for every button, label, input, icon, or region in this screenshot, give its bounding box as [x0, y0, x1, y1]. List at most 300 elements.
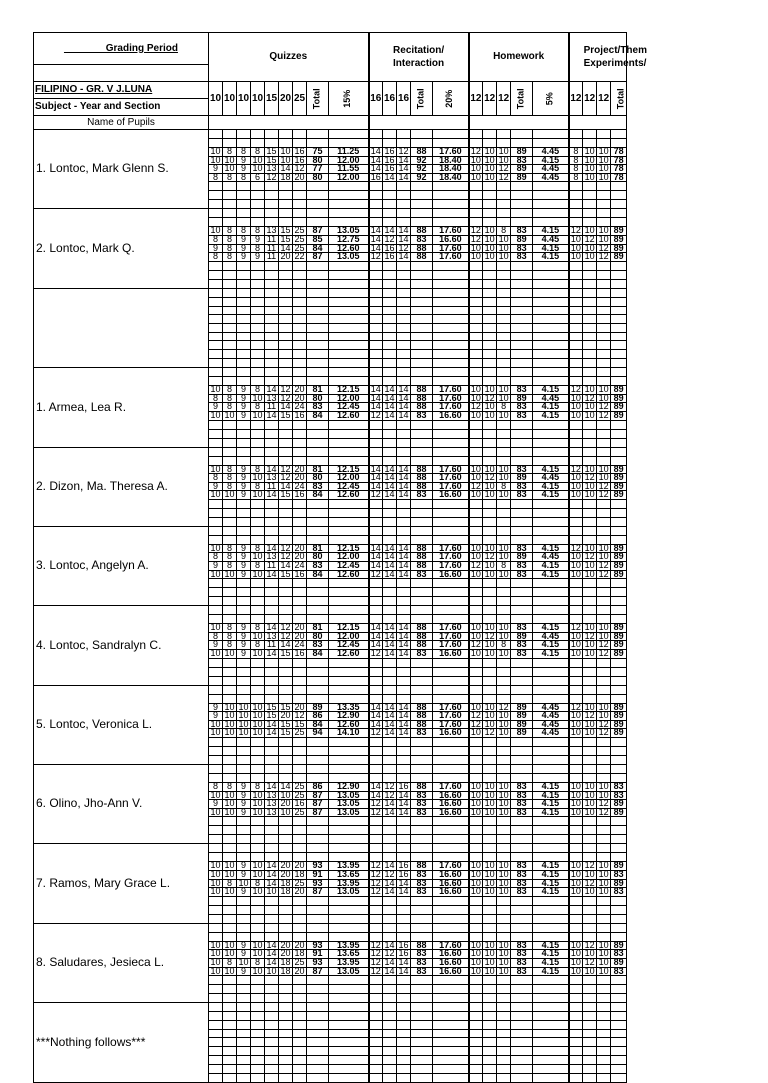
cell-quiz-3	[237, 315, 251, 324]
cell-hw-1	[469, 1029, 483, 1038]
cell-hw-pct: 4.15	[533, 958, 569, 967]
cell-hw-3: 10	[498, 551, 509, 562]
cell-quiz-2: 10	[224, 789, 235, 800]
spacer-cell	[511, 209, 533, 218]
cell-quiz-3: 9	[237, 783, 251, 792]
spacer-cell	[569, 191, 583, 200]
spacer-cell	[237, 1003, 251, 1012]
spacer-cell	[483, 667, 497, 676]
spacer-cell	[209, 747, 223, 756]
cell-proj-2: 10	[584, 409, 595, 420]
cell-rec-pct: 17.60	[433, 553, 469, 562]
cell-quiz-5: 15	[266, 146, 277, 156]
spacer-cell	[433, 209, 469, 218]
spacer-cell	[223, 200, 237, 209]
cell-quiz-3: 9	[237, 165, 251, 174]
spacer-cell	[293, 844, 307, 853]
spacer-cell	[497, 1073, 511, 1082]
cell-rec-1: 14	[369, 783, 383, 792]
cell-proj-3: 10	[598, 154, 609, 165]
cell-quiz-3	[237, 323, 251, 332]
cell-quiz-3: 9	[237, 808, 251, 817]
cell-proj-3	[597, 1021, 611, 1030]
cell-quiz-3: 9	[237, 967, 251, 976]
cell-quiz-3: 9	[237, 800, 251, 809]
spacer-cell	[533, 994, 569, 1003]
spacer-cell	[433, 747, 469, 756]
cell-hw-total: 83	[511, 862, 533, 871]
cell-hw-1	[469, 315, 483, 324]
cell-quiz-total: 84	[307, 411, 329, 420]
cell-rec-total	[411, 332, 433, 341]
cell-hw-3: 10	[498, 463, 509, 474]
spacer-cell	[329, 896, 369, 905]
cell-hw-pct: 4.45	[533, 712, 569, 721]
spacer-cell	[597, 261, 611, 270]
spacer-cell	[209, 985, 223, 994]
cell-quiz-1: 8	[209, 783, 223, 792]
spacer-cell	[223, 597, 237, 606]
cell-quiz-1: 10	[210, 154, 221, 165]
cell-quiz-7: 20	[294, 939, 305, 950]
cell-quiz-2: 8	[223, 482, 237, 491]
cell-quiz-1: 10	[210, 409, 221, 420]
spacer-cell	[383, 1055, 397, 1064]
spacer-cell	[293, 270, 307, 279]
cell-quiz-5: 11	[265, 403, 279, 412]
spacer-cell	[597, 499, 611, 508]
cell-quiz-4	[251, 315, 265, 324]
spacer-cell	[329, 438, 369, 447]
spacer-cell	[397, 130, 411, 139]
spacer-cell	[237, 1055, 251, 1064]
cell-quiz-5: 14	[266, 781, 277, 791]
cell-proj-total: 89	[611, 712, 627, 721]
spacer-cell	[237, 738, 251, 747]
spacer-cell	[265, 191, 279, 200]
spacer-cell	[511, 923, 533, 932]
spacer-cell	[329, 738, 369, 747]
spacer-cell	[583, 270, 597, 279]
spacer-cell	[583, 844, 597, 853]
cell-rec-2	[383, 1029, 397, 1038]
cell-rec-1: 16	[369, 173, 383, 182]
spacer-cell	[369, 1073, 383, 1082]
cell-hw-3: 12	[498, 171, 509, 182]
cell-quiz-6: 15	[280, 489, 291, 500]
spacer-cell	[469, 765, 483, 774]
spacer-cell	[293, 350, 307, 359]
cell-quiz-total: 84	[307, 720, 329, 729]
spacer-cell	[469, 517, 483, 526]
spacer-cell	[611, 359, 627, 368]
cell-hw-1: 10	[469, 808, 483, 817]
cell-quiz-total: 85	[307, 235, 329, 244]
pupil-block	[34, 606, 627, 615]
cell-hw-3: 10	[498, 568, 509, 579]
cell-proj-2: 10	[584, 568, 595, 579]
cell-quiz-2: 10	[224, 806, 235, 817]
cell-quiz-total: 87	[307, 800, 329, 809]
spacer-cell	[209, 685, 223, 694]
cell-proj-total: 89	[611, 403, 627, 412]
spacer-cell	[483, 438, 497, 447]
spacer-cell	[383, 447, 397, 456]
cell-proj-2: 10	[584, 154, 595, 165]
cell-rec-3: 14	[398, 806, 409, 817]
cell-rec-2: 12	[384, 868, 395, 879]
cell-proj-2: 10	[584, 701, 595, 712]
spacer-cell	[597, 429, 611, 438]
cell-quiz-3: 8	[237, 148, 251, 157]
cell-rec-pct: 16.60	[433, 570, 469, 579]
spacer-cell	[533, 685, 569, 694]
cell-quiz-6: 12	[280, 384, 291, 395]
spacer-cell	[383, 209, 397, 218]
cell-hw-2: 10	[484, 489, 495, 500]
spacer-cell	[265, 447, 279, 456]
cell-quiz-6: 15	[280, 233, 291, 244]
cell-quiz-6: 12	[280, 551, 291, 562]
cell-proj-total: 83	[611, 870, 627, 879]
spacer-cell	[293, 191, 307, 200]
cell-hw-total: 83	[511, 227, 533, 236]
cell-rec-pct: 18.40	[433, 165, 469, 174]
cell-quiz-1: 9	[209, 641, 223, 650]
spacer-cell	[209, 835, 223, 844]
spacer-cell	[611, 667, 627, 676]
spacer-cell	[237, 817, 251, 826]
cell-rec-pct: 17.60	[433, 403, 469, 412]
cell-rec-1	[369, 1029, 383, 1038]
cell-hw-1: 10	[469, 879, 483, 888]
cell-hw-pct: 4.45	[533, 235, 569, 244]
cell-rec-total	[411, 323, 433, 332]
spacer-cell	[433, 182, 469, 191]
spacer-cell	[369, 1012, 383, 1021]
cell-quiz-2: 10	[224, 648, 235, 659]
cell-hw-1: 10	[469, 173, 483, 182]
spacer-cell	[293, 508, 307, 517]
cell-quiz-pct	[329, 332, 369, 341]
cell-rec-1: 14	[369, 394, 383, 403]
cell-quiz-pct: 14.10	[329, 729, 369, 738]
cell-proj-1: 8	[569, 173, 583, 182]
cell-rec-3: 14	[398, 392, 409, 403]
spacer-cell	[307, 200, 329, 209]
spacer-cell	[237, 447, 251, 456]
cell-quiz-7: 20	[294, 384, 305, 395]
spacer-cell	[469, 817, 483, 826]
cell-rec-2: 14	[384, 542, 395, 553]
cell-proj-2	[583, 1046, 597, 1055]
cell-rec-pct	[433, 1046, 469, 1055]
spacer-cell	[369, 526, 383, 535]
spacer-cell	[223, 976, 237, 985]
spacer-cell	[411, 658, 433, 667]
cell-quiz-1	[209, 306, 223, 315]
cell-proj-total	[611, 1021, 627, 1030]
spacer-cell	[383, 756, 397, 765]
spacer-cell	[411, 835, 433, 844]
spacer-cell	[307, 368, 329, 377]
cell-proj-3: 10	[598, 630, 609, 641]
spacer-cell	[611, 200, 627, 209]
spacer-cell	[483, 359, 497, 368]
spacer-cell	[411, 914, 433, 923]
cell-quiz-4: 10	[252, 392, 263, 403]
spacer-cell	[329, 1073, 369, 1082]
spacer-cell	[583, 685, 597, 694]
spacer-cell	[307, 597, 329, 606]
spacer-cell	[497, 923, 511, 932]
spacer-cell	[611, 130, 627, 139]
cell-quiz-3	[237, 1021, 251, 1030]
spacer-cell	[369, 994, 383, 1003]
cell-proj-1: 10	[569, 235, 583, 244]
spacer-cell	[511, 499, 533, 508]
cell-hw-3: 10	[498, 727, 509, 738]
pupil-block	[34, 685, 627, 694]
spacer-cell	[251, 1003, 265, 1012]
spacer-cell	[223, 1003, 237, 1012]
spacer-cell	[237, 658, 251, 667]
cell-rec-3: 14	[398, 710, 409, 721]
cell-quiz-7: 20	[294, 860, 305, 871]
spacer-cell	[411, 756, 433, 765]
hdr-gap-p	[569, 116, 627, 130]
cell-proj-2: 10	[584, 242, 595, 253]
spacer-cell	[397, 826, 411, 835]
spacer-cell	[223, 844, 237, 853]
spacer-cell	[265, 1012, 279, 1021]
cell-hw-1: 10	[469, 394, 483, 403]
cell-quiz-6	[279, 315, 293, 324]
spacer-cell	[411, 1003, 433, 1012]
cell-quiz-total	[307, 1038, 329, 1047]
cell-quiz-6: 20	[280, 939, 291, 950]
cell-rec-total: 92	[411, 156, 433, 165]
subject-year-section: Subject - Year and Section	[34, 99, 209, 116]
cell-hw-3: 10	[498, 233, 509, 244]
spacer-cell	[307, 526, 329, 535]
spacer-cell	[251, 606, 265, 615]
cell-rec-pct: 17.60	[433, 244, 469, 253]
cell-rec-pct: 18.40	[433, 156, 469, 165]
cell-hw-total: 83	[511, 244, 533, 253]
cell-hw-total	[511, 332, 533, 341]
spacer-cell	[307, 270, 329, 279]
cell-rec-3	[397, 1029, 411, 1038]
spacer-cell	[511, 420, 533, 429]
cell-quiz-6	[279, 1038, 293, 1047]
spacer-cell	[223, 1055, 237, 1064]
cell-quiz-6	[279, 1046, 293, 1055]
cell-quiz-total: 81	[307, 544, 329, 553]
cell-hw-1: 10	[469, 544, 483, 553]
cell-proj-total: 89	[611, 941, 627, 950]
spacer-cell	[597, 447, 611, 456]
spacer-cell	[223, 526, 237, 535]
cell-quiz-2	[223, 332, 237, 341]
spacer-cell	[569, 685, 583, 694]
spacer-cell	[329, 588, 369, 597]
cell-quiz-7: 24	[294, 401, 305, 412]
spacer-cell	[329, 526, 369, 535]
spacer-cell	[533, 368, 569, 377]
spacer-cell	[569, 261, 583, 270]
cell-rec-pct	[433, 1038, 469, 1047]
spacer-cell	[329, 976, 369, 985]
spacer-cell	[265, 597, 279, 606]
cell-quiz-7: 25	[294, 225, 305, 236]
spacer-cell	[209, 738, 223, 747]
spacer-cell	[597, 297, 611, 306]
spacer-cell	[497, 350, 511, 359]
spacer-cell	[569, 130, 583, 139]
spacer-cell	[497, 508, 511, 517]
cell-quiz-pct: 12.15	[329, 624, 369, 633]
spacer-cell	[329, 341, 369, 350]
spacer-cell	[583, 526, 597, 535]
spacer-cell	[411, 579, 433, 588]
cell-hw-2: 10	[484, 860, 495, 871]
spacer-cell	[597, 359, 611, 368]
spacer-cell	[279, 270, 293, 279]
spacer-cell	[469, 447, 483, 456]
cell-quiz-2: 10	[224, 568, 235, 579]
spacer-cell	[533, 359, 569, 368]
spacer-cell	[469, 200, 483, 209]
cell-rec-1: 14	[369, 544, 383, 553]
cell-quiz-4: 8	[251, 465, 265, 474]
cell-rec-1: 14	[369, 562, 383, 571]
spacer-cell	[329, 447, 369, 456]
cell-proj-1: 10	[569, 720, 583, 729]
spacer-cell	[569, 297, 583, 306]
cell-quiz-pct: 12.00	[329, 632, 369, 641]
header-blank	[34, 65, 209, 82]
cell-quiz-7	[293, 1029, 307, 1038]
spacer-cell	[237, 756, 251, 765]
cell-quiz-2: 8	[223, 253, 237, 262]
cell-rec-pct	[433, 323, 469, 332]
spacer-cell	[411, 588, 433, 597]
cell-proj-3: 12	[598, 251, 609, 262]
spacer-cell	[307, 420, 329, 429]
spacer-cell	[223, 1073, 237, 1082]
cell-quiz-7: 20	[294, 630, 305, 641]
cell-quiz-2	[223, 1029, 237, 1038]
cell-hw-1: 12	[469, 403, 483, 412]
spacer-cell	[611, 588, 627, 597]
spacer-cell	[533, 747, 569, 756]
cell-rec-3: 14	[398, 401, 409, 412]
quiz-max-4: 10	[251, 82, 265, 116]
cell-hw-total	[511, 1021, 533, 1030]
spacer-cell	[483, 1012, 497, 1021]
cell-proj-2: 10	[584, 384, 595, 395]
spacer-cell	[497, 685, 511, 694]
cell-quiz-pct: 13.65	[329, 870, 369, 879]
spacer-cell	[223, 756, 237, 765]
spacer-cell	[293, 1073, 307, 1082]
pupil-name: 7. Ramos, Mary Grace L.	[34, 844, 209, 923]
spacer-cell	[583, 420, 597, 429]
spacer-cell	[383, 526, 397, 535]
cell-hw-pct: 4.15	[533, 879, 569, 888]
spacer-cell	[611, 182, 627, 191]
spacer-cell	[533, 1064, 569, 1073]
spacer-cell	[533, 182, 569, 191]
spacer-cell	[611, 985, 627, 994]
cell-rec-total: 83	[411, 800, 433, 809]
spacer-cell	[329, 429, 369, 438]
cell-rec-2: 14	[384, 648, 395, 659]
cell-quiz-total: 91	[307, 950, 329, 959]
spacer-cell	[611, 579, 627, 588]
cell-hw-1: 10	[469, 783, 483, 792]
spacer-cell	[251, 826, 265, 835]
spacer-cell	[237, 844, 251, 853]
spacer-cell	[533, 526, 569, 535]
cell-quiz-7: 20	[294, 965, 305, 976]
cell-proj-3	[597, 323, 611, 332]
cell-quiz-6: 12	[280, 622, 291, 633]
spacer-cell	[483, 579, 497, 588]
spacer-cell	[597, 368, 611, 377]
spacer-cell	[411, 685, 433, 694]
spacer-cell	[369, 438, 383, 447]
spacer-cell	[511, 270, 533, 279]
cell-rec-total: 88	[411, 703, 433, 712]
spacer-cell	[251, 747, 265, 756]
spacer-cell	[483, 288, 497, 297]
spacer-cell	[397, 588, 411, 597]
cell-proj-3: 12	[598, 806, 609, 817]
quiz-max-1: 10	[209, 82, 223, 116]
spacer-cell	[209, 817, 223, 826]
cell-hw-3: 10	[498, 806, 509, 817]
spacer-cell	[223, 297, 237, 306]
cell-quiz-pct: 12.90	[329, 712, 369, 721]
cell-quiz-1	[209, 315, 223, 324]
spacer-cell	[469, 756, 483, 765]
cell-quiz-3: 9	[237, 562, 251, 571]
spacer-cell	[483, 676, 497, 685]
cell-hw-total: 89	[511, 474, 533, 483]
cell-quiz-4	[251, 1029, 265, 1038]
spacer-cell	[293, 817, 307, 826]
spacer-cell	[383, 182, 397, 191]
spacer-cell	[209, 658, 223, 667]
cell-hw-total: 83	[511, 783, 533, 792]
cell-proj-1: 10	[569, 650, 583, 659]
spacer-cell	[533, 826, 569, 835]
spacer-cell	[469, 976, 483, 985]
spacer-cell	[411, 817, 433, 826]
cell-rec-1: 12	[369, 491, 383, 500]
spacer-cell	[611, 597, 627, 606]
cell-hw-3: 10	[498, 409, 509, 420]
spacer-cell	[483, 499, 497, 508]
cell-hw-pct: 4.15	[533, 227, 569, 236]
spacer-cell	[279, 517, 293, 526]
spacer-cell	[209, 1064, 223, 1073]
hw-total-label: Total	[511, 82, 533, 116]
spacer-cell	[329, 985, 369, 994]
cell-quiz-6: 18	[280, 886, 291, 897]
